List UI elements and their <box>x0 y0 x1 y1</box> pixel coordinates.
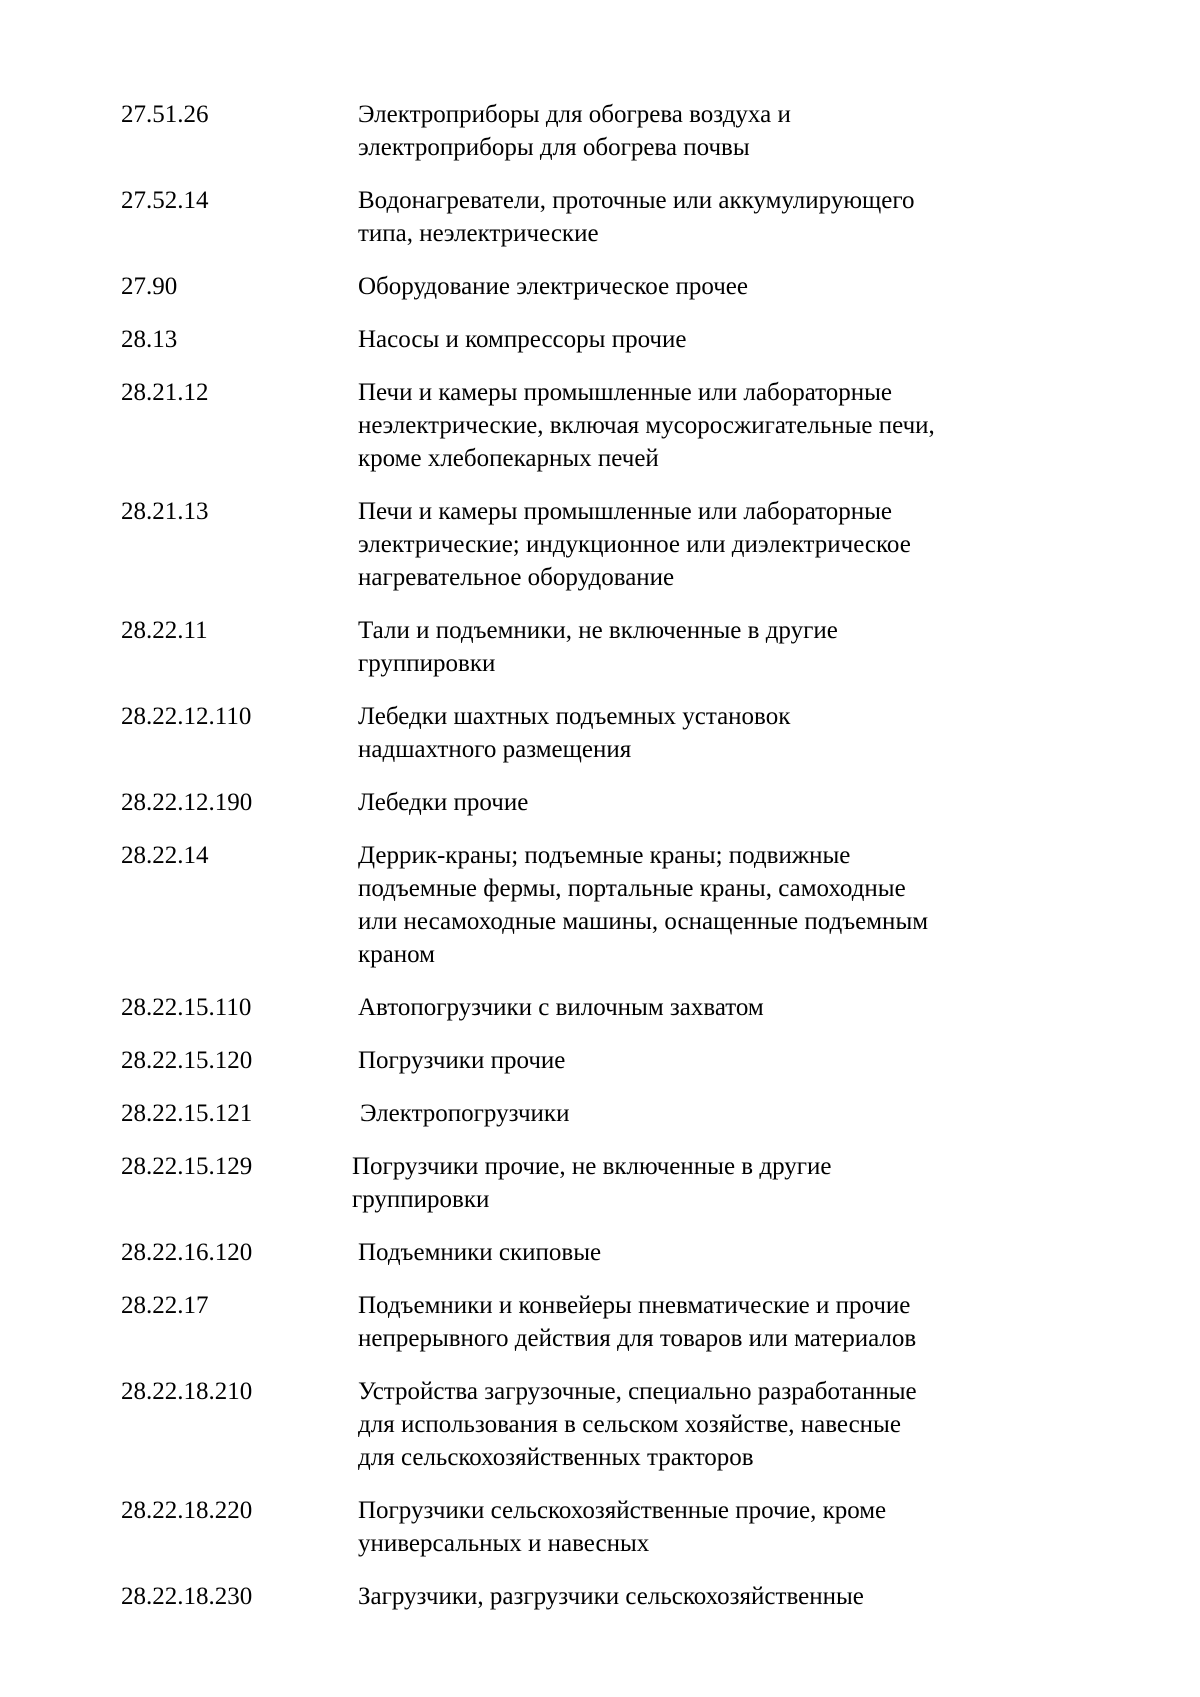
item-description <box>358 184 1048 250</box>
item-description <box>358 376 1048 475</box>
item-description <box>358 1044 1048 1077</box>
okpd-code: 28.21.13 <box>121 498 209 525</box>
okpd-code: 28.22.17 <box>121 1292 209 1319</box>
description-line: нагревательное оборудование <box>358 564 675 591</box>
description-line: Погрузчики прочие, не включенные в другие <box>352 1153 832 1180</box>
description-line: для сельскохозяйственных тракторов <box>358 1444 754 1471</box>
description-line: Водонагреватели, проточные или аккумулирующего <box>358 187 915 214</box>
description-line: Подъемники скиповые <box>358 1239 602 1266</box>
description-line: Насосы и компрессоры прочие <box>358 326 687 353</box>
okpd-code: 28.22.14 <box>121 842 209 869</box>
okpd-code: 28.22.18.210 <box>121 1378 253 1405</box>
description-line: электрические; индукционное или диэлектрическое <box>358 531 911 558</box>
item-description <box>358 495 1048 594</box>
okpd-code: 28.22.12.190 <box>121 789 253 816</box>
description-line: Автопогрузчики с вилочным захватом <box>358 994 764 1021</box>
description-line: для использования в сельском хозяйстве, навесные <box>358 1411 901 1438</box>
item-description <box>352 1150 1042 1216</box>
description-line: Лебедки прочие <box>358 789 529 816</box>
item-description <box>358 991 1048 1024</box>
okpd-code: 28.22.18.220 <box>121 1497 253 1524</box>
description-line: краном <box>358 941 435 968</box>
description-line: Тали и подъемники, не включенные в другие <box>358 617 838 644</box>
item-description <box>358 1236 1048 1269</box>
okpd-code: 28.22.15.121 <box>121 1100 253 1127</box>
okpd-code: 28.22.16.120 <box>121 1239 253 1266</box>
okpd-code: 27.90 <box>121 273 178 300</box>
description-line: непрерывного действия для товаров или материалов <box>358 1325 917 1352</box>
description-line: Электропогрузчики <box>360 1100 570 1127</box>
okpd-code: 28.22.18.230 <box>121 1583 253 1610</box>
item-description <box>358 323 1048 356</box>
item-description <box>358 1580 1048 1613</box>
description-line: группировки <box>358 650 496 677</box>
description-line: Печи и камеры промышленные или лабораторные <box>358 379 893 406</box>
description-line: Печи и камеры промышленные или лабораторные <box>358 498 893 525</box>
okpd-code: 28.22.15.120 <box>121 1047 253 1074</box>
description-line: группировки <box>352 1186 490 1213</box>
description-line: Подъемники и конвейеры пневматические и прочие <box>358 1292 911 1319</box>
description-line: подъемные фермы, портальные краны, самоходные <box>358 875 906 902</box>
okpd-code: 28.21.12 <box>121 379 209 406</box>
description-line: Устройства загрузочные, специально разработанные <box>358 1378 917 1405</box>
item-description <box>358 1494 1048 1560</box>
description-line: или несамоходные машины, оснащенные подъемным <box>358 908 929 935</box>
okpd-code: 27.52.14 <box>121 187 209 214</box>
description-line: кроме хлебопекарных печей <box>358 445 659 472</box>
item-description <box>358 614 1048 680</box>
okpd-code: 27.51.26 <box>121 101 209 128</box>
description-line: Загрузчики, разгрузчики сельскохозяйственные <box>358 1583 864 1610</box>
description-line: неэлектрические, включая мусоросжигательные печи, <box>358 412 935 439</box>
description-line: Деррик-краны; подъемные краны; подвижные <box>358 842 851 869</box>
description-line: надшахтного размещения <box>358 736 632 763</box>
description-line: электроприборы для обогрева почвы <box>358 134 750 161</box>
okpd-code: 28.22.11 <box>121 617 208 644</box>
okpd-code: 28.22.15.129 <box>121 1153 253 1180</box>
item-description <box>358 839 1048 971</box>
okpd-code: 28.22.15.110 <box>121 994 252 1021</box>
item-description <box>358 1289 1048 1355</box>
description-line: универсальных и навесных <box>358 1530 650 1557</box>
description-line: Оборудование электрическое прочее <box>358 273 748 300</box>
okpd-code: 28.13 <box>121 326 178 353</box>
item-description <box>360 1097 1050 1130</box>
item-description <box>358 700 1048 766</box>
item-description <box>358 98 1048 164</box>
description-line: типа, неэлектрические <box>358 220 599 247</box>
description-line: Электроприборы для обогрева воздуха и <box>358 101 791 128</box>
description-line: Погрузчики прочие <box>358 1047 566 1074</box>
item-description <box>358 786 1048 819</box>
description-line: Лебедки шахтных подъемных установок <box>358 703 791 730</box>
item-description <box>358 270 1048 303</box>
description-line: Погрузчики сельскохозяйственные прочие, кроме <box>358 1497 887 1524</box>
item-description <box>358 1375 1048 1474</box>
okpd-code: 28.22.12.110 <box>121 703 252 730</box>
